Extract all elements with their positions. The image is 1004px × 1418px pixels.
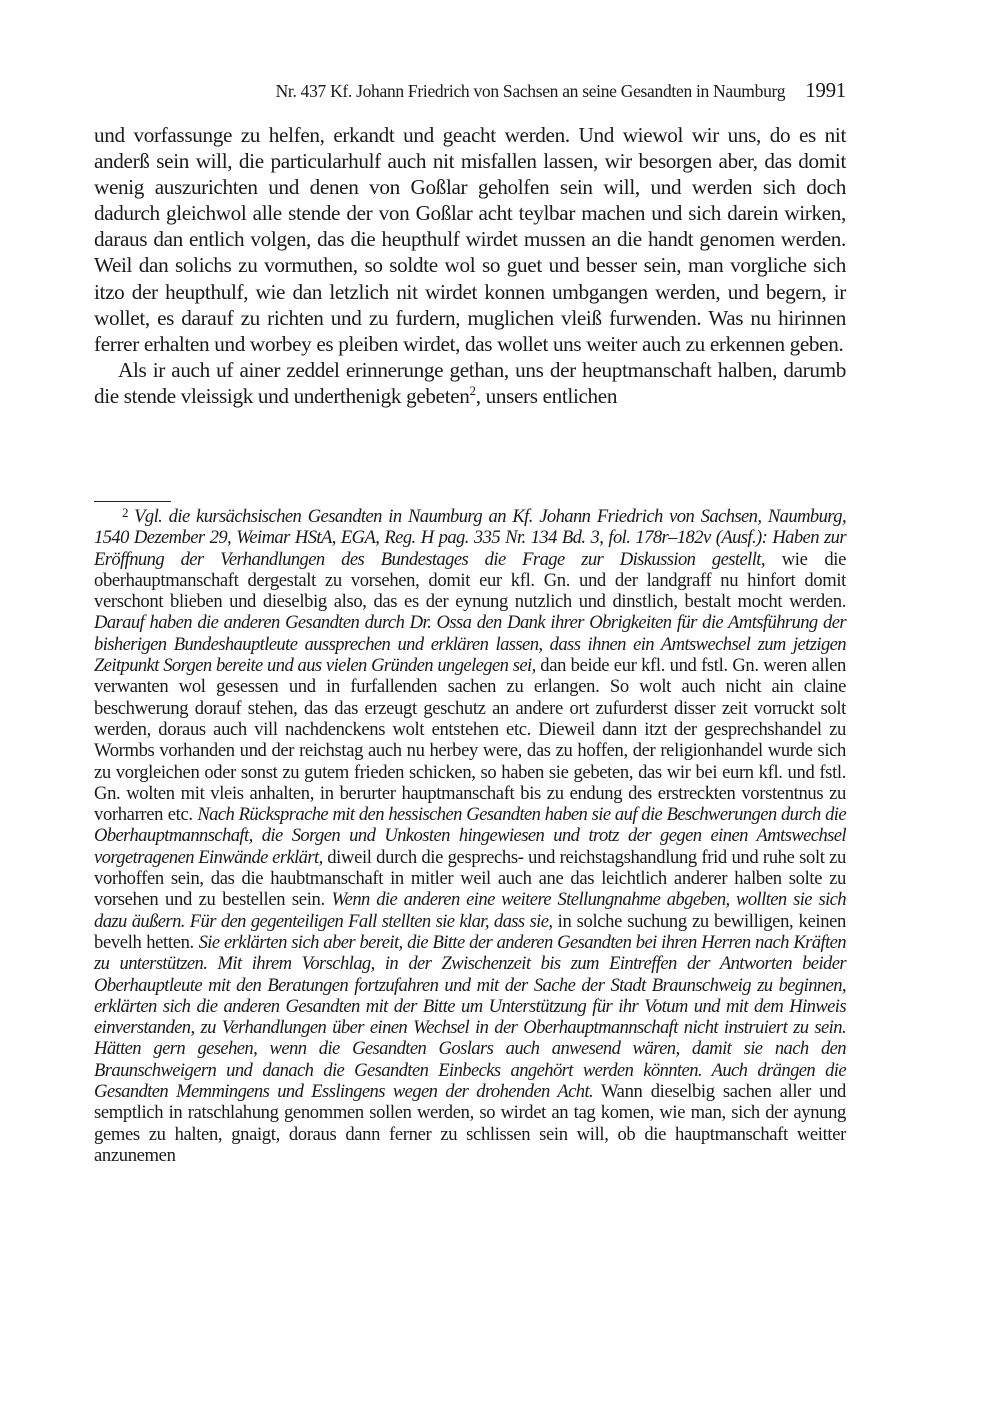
running-head — [94, 78, 846, 108]
footnote-number: 2 — [122, 505, 129, 520]
page-number: 1991 — [805, 78, 846, 102]
footnote-italic-segment: Nach Rücksprache mit den hessischen Gesandten haben sie auf die Beschwerungen durch die Oberhauptmannschaft, die Sorgen und Unkosten hingewiesen und trotz der gegen einen Amtswechsel vorgetragenen Einwände erklärt, — [94, 804, 846, 868]
footnote-italic-segment: Darauf haben die anderen Gesandten durch Dr. Ossa den Dank ihrer Obrigkeiten für die Amtsführung der bisherigen Bundeshauptleute aussprechen und erklären lassen, dass ihnen ein Amtswechsel zum jetzigen Zeitpunkt Sorgen bereite und aus vielen Gründen ungelegen sei, — [94, 612, 846, 677]
footnote-italic-segment: Sie erklärten sich aber bereit, die Bitte der anderen Gesandten bei ihren Herren nach Kräften zu unterstützen. Mit ihrem Vorschlag, in der Zwischenzeit bis zum Eintreffen der Antworten beider Oberhauptleute mit den Beratungen fortzufahren und mit der Sache der Stadt Braunschweig zu beginnen, erklärten sich die anderen Gesandten mit der Bitte um Unterstützung für ihr Votum und mit dem Hinweis einverstanden, zu Verhandlungen über einen Wechsel in der Oberhauptmannschaft nicht instruiert zu sein. Hätten gern gesehen, wenn die Gesandten Goslars auch anwesend wären, damit sie nach den Braunschweigern und danach die Gesandten Einbecks angehört werden könnten. Auch drängen die Gesandten Memmingens und Esslingens wegen der drohenden Acht. — [94, 931, 846, 1103]
footnote-italic-segment: Wenn die anderen eine weitere Stellungnahme abgeben, wollten sie sich dazu äußern. Für den gegenteiligen Fall stellten sie klar, dass sie, — [94, 889, 846, 932]
page — [94, 78, 846, 409]
paragraph-text: Als ir auch uf ainer zeddel erinnerunge gethan, uns der heuptmanschaft halben, darumb die stende vleissigk und underthenigk gebeten — [94, 357, 846, 408]
footnotes — [94, 506, 846, 1166]
footnote-quoted-segment: diweil durch die gesprechs- und reichstagshandlung frid und ruhe solt zu vorhoffen sein, das die haubtmanschaft in mitler weil auch ane das leichtlich anderer halben solte zu vorsehen und zu bestellen sein. — [94, 846, 847, 911]
footnote-reference[interactable]: 2 — [469, 382, 476, 398]
footnote-separator — [94, 501, 171, 502]
main-text — [94, 122, 846, 409]
main-paragraph — [94, 357, 846, 409]
footnote — [94, 506, 846, 1166]
footnote-quoted-segment: Wann dieselbig sachen aller und semptlich in ratschlahung genommen sollen werden, so wirdet an tag komen, wie man, sich der aynung gemes zu halten, gnaigt, doraus dann ferner zu schlissen sein will, ob die hauptmanschaft weitter anzunemen — [94, 1081, 846, 1166]
footnote-quoted-segment: in solche suchung zu bewilligen, keinen bevelh hetten. — [94, 910, 846, 953]
paragraph-text: , unsers entlichen — [475, 383, 618, 408]
main-paragraph: und vorfassunge zu helfen, erkandt und geacht werden. Und wiewol wir uns, do es nit anderß sein will, die particularhulf auch nit misfallen lassen, wir besorgen aber, das domit wenig auszurichten und denen von Goßlar geholfen sein will, und werden sich doch dadurch gleichwol alle stende der von Goßlar acht teylbar machen und sich darein wirken, daraus dan entlich volgen, das die heupthulf wirdet mussen an die handt genomen werden. Weil dan solichs zu vormuthen, so soldte wol so guet und besser sein, man vorgliche sich itzo der heupthulf, wie dan letzlich nit wirdet konnen umbgangen werden, und begern, ir wollet, es darauf zu richten und zu furdern, muglichen vleiß furwenden. Was nu hirinnen ferrer erhalten und worbey es pleiben wirdet, das wollet uns weiter auch zu erkennen geben. — [94, 123, 846, 356]
footnote-italic-segment: Vgl. die kursächsischen Gesandten in Naumburg an Kf. Johann Friedrich von Sachsen, Naumburg, 1540 Dezember 29, Weimar HStA, EGA, Reg. H pag. 335 Nr. 134 Bd. 3, fol. 178r–182v (Ausf.): Haben zur Eröffnung der Verhandlungen des Bundestages die Frage zur Diskussion gestellt, — [94, 506, 846, 570]
running-head-title: Nr. 437 Kf. Johann Friedrich von Sachsen an seine Gesandten in Naumburg — [275, 81, 786, 101]
footnote-quoted-segment: dan beide eur kfl. und fstl. Gn. weren allen verwanten wol gesessen und in furfallenden sachen zu erlangen. So wolt auch nicht ain claine beschwerung dorauf stehen, das das erzeugt geschutz an andere ort zufurderst disser zeit vorruckt solt werden, doraus auch vill nachdenckens wolt entstehen etc. Dieweil dann itzt der gesprechshandel zu Wormbs vorhanden und der reichstag auch nu herbey were, das zu hoffen, der religionhandel wurde sich zu vorgleichen oder sonst zu gutem frieden schicken, so haben sie gebeten, das wir bei eurn kfl. und fstl. Gn. wolten mit vleis anhalten, in berurter hauptmanschaft bis zu endung des erstreckten vorstentnus zu vorharren etc. — [94, 655, 846, 826]
footnote-quoted-segment: wie die oberhauptmanschaft dergestalt zu vorsehen, domit eur kfl. Gn. und der landgraff nu hinfort domit verschont blieben und dieselbig also, das es der eynung nutzlich und dinstlich, bestalt mocht werden. — [94, 548, 847, 613]
